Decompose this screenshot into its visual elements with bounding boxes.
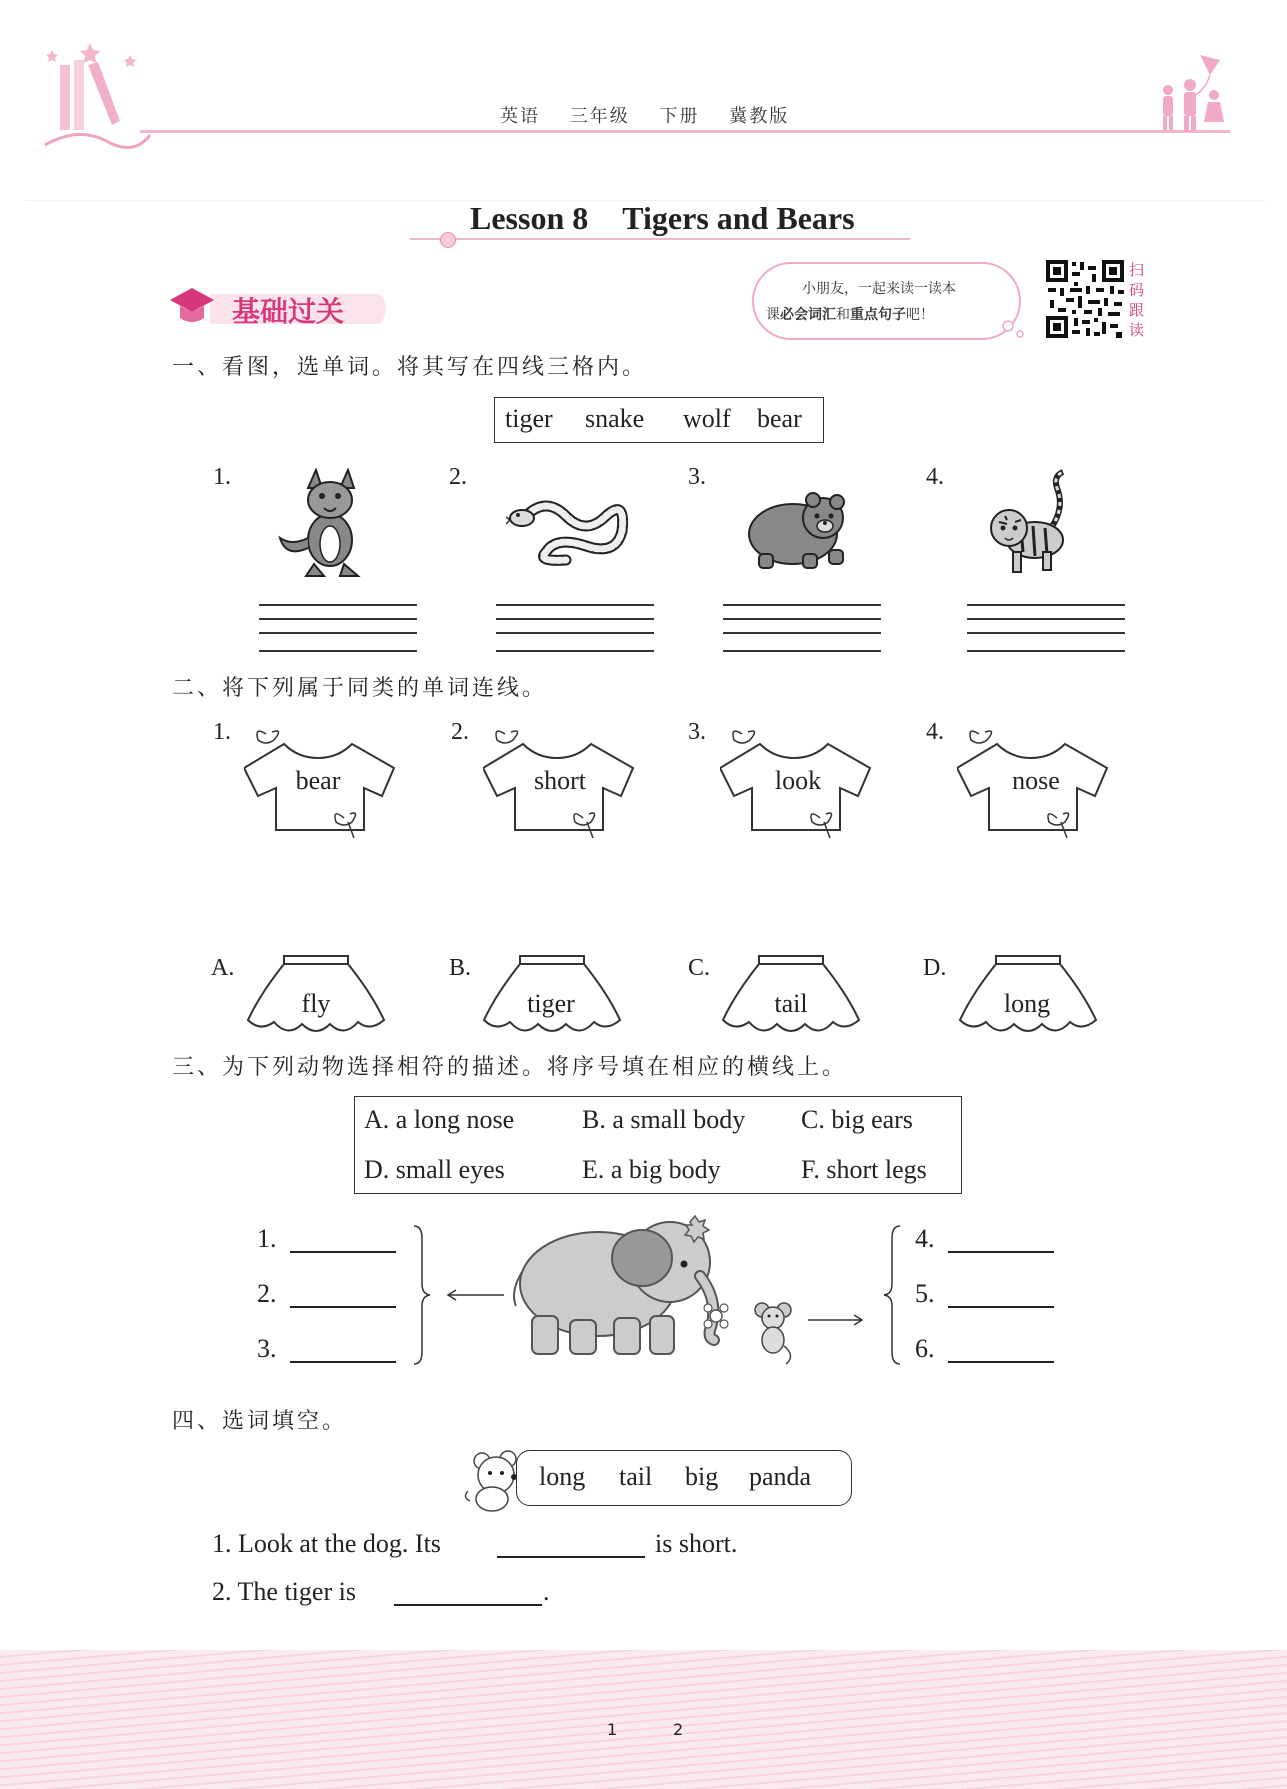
q3-right-blank-label: 5. xyxy=(915,1279,935,1308)
book-logo-icon xyxy=(40,35,155,150)
lesson-name: Tigers and Bears xyxy=(622,200,855,236)
q3-option: B. a small body xyxy=(582,1105,746,1134)
tiger-illustration xyxy=(985,468,1077,580)
shirt-word[interactable]: bear xyxy=(295,766,341,795)
q2-letter: C. xyxy=(688,955,711,981)
section-badge-text: 基础过关 xyxy=(232,295,345,328)
bear-illustration xyxy=(745,490,853,572)
q2-letter: D. xyxy=(923,955,947,981)
speech-bubble xyxy=(752,262,1021,340)
mouse-illustration xyxy=(752,1300,796,1368)
bubble-line-1: 小朋友，一起来读一读本 xyxy=(802,281,956,297)
q1-word: wolf xyxy=(683,404,731,433)
q1-title: 一、看图，选单词。将其写在四线三格内。 xyxy=(172,355,648,380)
header-rule xyxy=(140,130,1230,133)
q1-number: 2. xyxy=(449,464,467,490)
footer-band xyxy=(0,1650,1287,1789)
answer-blank[interactable] xyxy=(290,1306,396,1308)
q1-number: 4. xyxy=(926,464,944,490)
qr-label-char: 扫 xyxy=(1129,261,1145,279)
title-dot xyxy=(440,232,456,248)
qr-code-icon[interactable] xyxy=(1044,258,1126,340)
bubble-tail-icon xyxy=(1000,320,1030,340)
q1-number: 1. xyxy=(213,464,231,490)
q4-word-box xyxy=(516,1450,852,1506)
answer-blank[interactable] xyxy=(948,1251,1054,1253)
q3-option: A. a long nose xyxy=(364,1105,515,1134)
header-edition: 冀教版 xyxy=(729,106,790,127)
shirt-word[interactable]: look xyxy=(774,766,822,795)
q2-number: 4. xyxy=(926,719,944,745)
answer-blank[interactable] xyxy=(948,1306,1054,1308)
elephant-illustration xyxy=(510,1212,730,1362)
q3-right-blank-label: 4. xyxy=(915,1224,935,1253)
q3-options-box xyxy=(354,1096,962,1194)
q4-word: panda xyxy=(749,1462,812,1491)
shirt-word[interactable]: short xyxy=(534,766,586,795)
left-arrow-icon xyxy=(444,1288,506,1302)
header-info xyxy=(500,102,811,128)
snake-illustration xyxy=(506,486,632,566)
q1-word-box xyxy=(494,397,824,443)
bubble-text-mid: 和 xyxy=(836,307,850,323)
writing-lines[interactable] xyxy=(259,604,417,652)
page-number-left: 1 xyxy=(607,1720,618,1739)
qr-label-char: 跟 xyxy=(1129,301,1145,319)
q3-option: C. big ears xyxy=(801,1105,913,1134)
answer-blank[interactable] xyxy=(290,1251,396,1253)
qr-label-char: 读 xyxy=(1129,321,1145,339)
q3-option: D. small eyes xyxy=(364,1155,505,1184)
q3-left-blank-label: 1. xyxy=(257,1224,277,1253)
q4-sentence-2a: 2. The tiger is xyxy=(212,1577,356,1606)
lesson-title xyxy=(470,200,855,237)
answer-blank[interactable] xyxy=(394,1604,542,1606)
q4-title: 四、选词填空。 xyxy=(172,1409,348,1434)
q1-word: bear xyxy=(757,404,802,433)
q2-letter: A. xyxy=(211,955,235,981)
q1-word: tiger xyxy=(505,404,553,433)
lesson-number: Lesson 8 xyxy=(470,200,589,236)
q4-word: tail xyxy=(619,1462,653,1491)
children-kite-icon xyxy=(1150,50,1230,135)
q2-number: 3. xyxy=(688,719,706,745)
q4-sentence-1a: 1. Look at the dog. Its xyxy=(212,1529,441,1558)
q4-sentence-2b: . xyxy=(543,1577,550,1606)
bubble-bold-2: 重点句子 xyxy=(850,307,906,323)
header-volume: 下册 xyxy=(659,106,700,127)
bubble-text-pre: 课 xyxy=(766,307,780,323)
bubble-bold-1: 必会词汇 xyxy=(780,307,836,323)
qr-label-char: 码 xyxy=(1129,281,1145,299)
header-grade: 三年级 xyxy=(569,106,630,127)
q2-number: 2. xyxy=(451,719,469,745)
q2-letter: B. xyxy=(449,955,472,981)
bubble-line-2 xyxy=(766,304,934,324)
q3-left-blank-label: 3. xyxy=(257,1334,277,1363)
wolf-illustration xyxy=(278,468,374,580)
bubble-text-post: 吧！ xyxy=(906,307,934,323)
q4-word: big xyxy=(685,1462,719,1491)
section-badge xyxy=(170,286,396,330)
writing-lines[interactable] xyxy=(496,604,654,652)
left-brace-icon xyxy=(882,1224,902,1366)
q2-title: 二、将下列属于同类的单词连线。 xyxy=(172,676,548,701)
answer-blank[interactable] xyxy=(948,1361,1054,1363)
q3-option: F. short legs xyxy=(801,1155,927,1184)
q4-sentence-1b: is short. xyxy=(655,1529,738,1558)
right-brace-icon xyxy=(412,1224,432,1366)
q1-number: 3. xyxy=(688,464,706,490)
answer-blank[interactable] xyxy=(290,1361,396,1363)
skirt-word[interactable]: tail xyxy=(774,989,808,1018)
q3-title: 三、为下列动物选择相符的描述。将序号填在相应的横线上。 xyxy=(172,1055,848,1080)
qr-label xyxy=(1129,260,1149,340)
skirt-word[interactable]: long xyxy=(1003,989,1051,1018)
writing-lines[interactable] xyxy=(723,604,881,652)
q3-left-blank-label: 2. xyxy=(257,1279,277,1308)
page-number-right: 2 xyxy=(673,1720,684,1739)
q3-right-blank-label: 6. xyxy=(915,1334,935,1363)
skirt-word[interactable]: fly xyxy=(301,989,331,1018)
header-subject: 英语 xyxy=(500,106,540,127)
q3-option: E. a big body xyxy=(582,1155,721,1184)
title-underline xyxy=(410,238,910,240)
q4-word: long xyxy=(539,1462,586,1491)
q1-word: snake xyxy=(585,404,645,433)
right-arrow-icon xyxy=(806,1313,866,1327)
q2-number: 1. xyxy=(213,719,231,745)
skirt-word[interactable]: tiger xyxy=(527,989,575,1018)
writing-lines[interactable] xyxy=(967,604,1125,652)
shirt-word[interactable]: nose xyxy=(1012,766,1060,795)
answer-blank[interactable] xyxy=(497,1556,645,1558)
